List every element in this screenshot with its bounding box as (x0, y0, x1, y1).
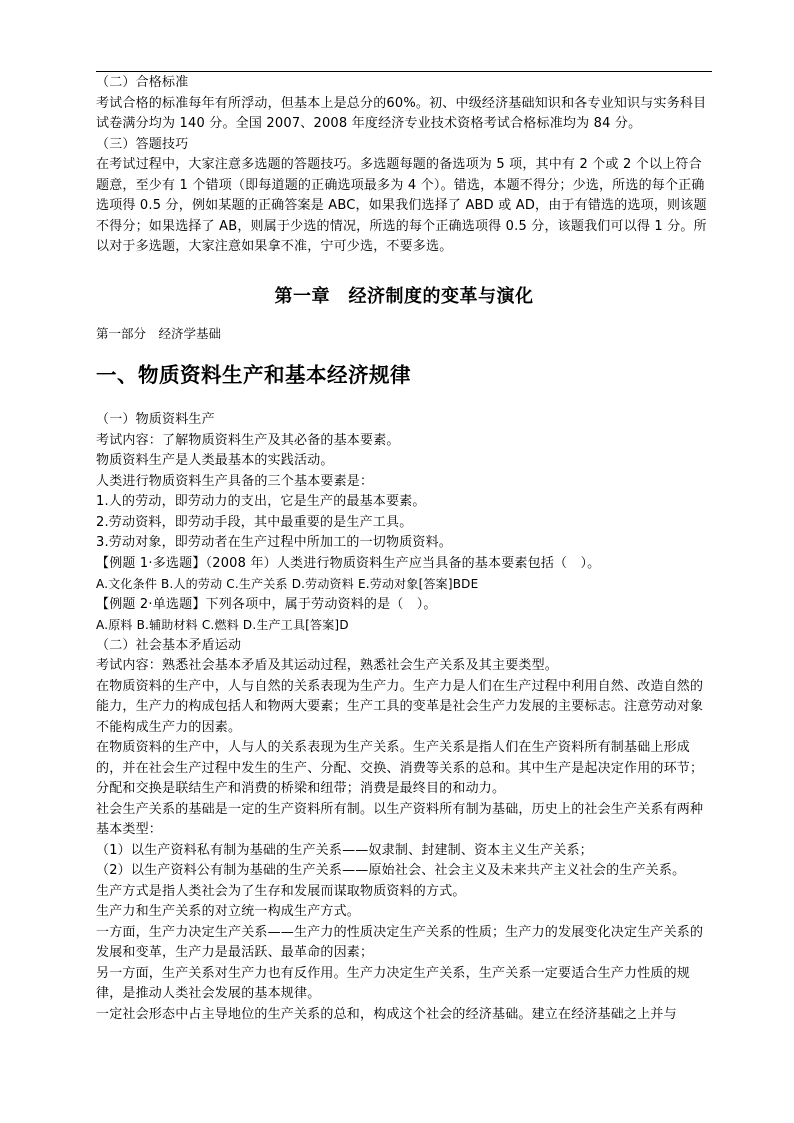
answer-tips-text: 在考试过程中，大家注意多选题的答题技巧。多选题每题的备选项为 5 项，其中有 2 个或 2 个以上符合题意，至少有 1 个错项（即每道题的正确选项最多为 4 个）。错选，本题不得分；少选，所选的每个正确选项得 0.5 分，例如某题的正确答案是 ABC，如果我们选择了 ABD 或 AD，由于有错选的选项，则该题不得分；如果选择了 AB，则属于少选的情况，所选的每个正确选项得 0.5 分，该题我们可以得 1 分。所以对于多选题，大家注意如果拿不准，宁可少选，不要多选。 (96, 157, 707, 254)
example-question: 【例题 1·多选题】（2008 年）人类进行物质资料生产应当具备的基本要素包括（ ）。 (96, 555, 601, 571)
example-options: A.原料 B.辅助材料 C.燃料 D.生产工具[答案]D (96, 618, 349, 632)
list-item: （2）以生产资料公有制为基础的生产关系——原始社会、社会主义及未来共产主义社会的生产关系。 (96, 863, 686, 878)
body-paragraph: 另一方面，生产关系对生产力也有反作用。生产力决定生产关系，生产关系一定要适合生产力性质的规律，是推动人类社会发展的基本规律。 (96, 965, 691, 1001)
body-paragraph: 在物质资料的生产中，人与人的关系表现为生产关系。生产关系是指人们在生产资料所有制基础上形成的，并在社会生产过程中发生的生产、分配、交换、消费等关系的总和。其中生产是起决定作用的环节；分配和交换是联结生产和消费的桥梁和纽带；消费是最终目的和动力。 (96, 740, 704, 796)
section-body (96, 410, 712, 1025)
body-line: 生产方式是指人类社会为了生存和发展而谋取物质资料的方式。 (96, 883, 466, 899)
intro-section (96, 73, 712, 258)
body-line: 考试内容：了解物质资料生产及其必备的基本要素。 (96, 432, 400, 448)
example-question: 【例题 2·单选题】下列各项中，属于劳动资料的是（ ）。 (96, 596, 437, 612)
body-line: 考试内容：熟悉社会基本矛盾及其运动过程，熟悉社会生产关系及其主要类型。 (96, 658, 559, 673)
subsection-heading: （二）社会基本矛盾运动 (96, 637, 242, 653)
body-line: 一定社会形态中占主导地位的生产关系的总和，构成这个社会的经济基础。建立在经济基础之上并与 (96, 1006, 677, 1022)
body-paragraph: 一方面，生产力决定生产关系——生产力的性质决定生产关系的性质；生产力的发展变化决定生产关系的发展和变革，生产力是最活跃、最革命的因素； (96, 924, 704, 960)
body-line: 1.人的劳动，即劳动力的支出，它是生产的最基本要素。 (96, 494, 426, 509)
body-paragraph: 在物质资料的生产中，人与自然的关系表现为生产力。生产力是人们在生产过程中利用自然、改造自然的能力，生产力的构成包括人和物两大要素；生产工具的变革是社会生产力发展的主要标志。注意劳动对象不能构成生产力的因素。 (96, 678, 704, 735)
section-title: 一、物质资料生产和基本经济规律 (96, 363, 411, 387)
body-line: 2.劳动资料，即劳动手段，其中最重要的是生产工具。 (96, 514, 413, 530)
body-line: 人类进行物质资料生产具备的三个基本要素是： (96, 473, 374, 489)
list-item: （1）以生产资料私有制为基础的生产关系——奴隶制、封建制、资本主义生产关系； (96, 842, 593, 858)
body-line: 生产力和生产关系的对立统一构成生产方式。 (96, 904, 361, 919)
body-line: 物质资料生产是人类最基本的实践活动。 (96, 453, 334, 468)
example-options: A.文化条件 B.人的劳动 C.生产关系 D.劳动资料 E.劳动对象[答案]BDE (96, 577, 479, 591)
header-rule (96, 71, 712, 72)
pass-standard-text: 考试合格的标准每年有所浮动，但基本上是总分的60%。初、中级经济基础知识和各专业知识与实务科目试卷满分均为 140 分。全国 2007、2008 年度经济专业技术资格考试合格标准均为 84 分。 (96, 95, 707, 131)
body-line: 3.劳动对象，即劳动者在生产过程中所加工的一切物质资料。 (96, 535, 453, 550)
body-paragraph: 社会生产关系的基础是一定的生产资料所有制。以生产资料所有制为基础，历史上的社会生产关系有两种基本类型： (96, 801, 704, 837)
pass-standard-heading: （二）合格标准 (96, 75, 189, 90)
part-title: 第一部分 经济学基础 (96, 326, 222, 341)
body-line: （一）物质资料生产 (96, 412, 215, 427)
answer-tips-heading: （三）答题技巧 (96, 136, 189, 152)
chapter-title: 第一章 经济制度的变革与演化 (274, 286, 534, 307)
